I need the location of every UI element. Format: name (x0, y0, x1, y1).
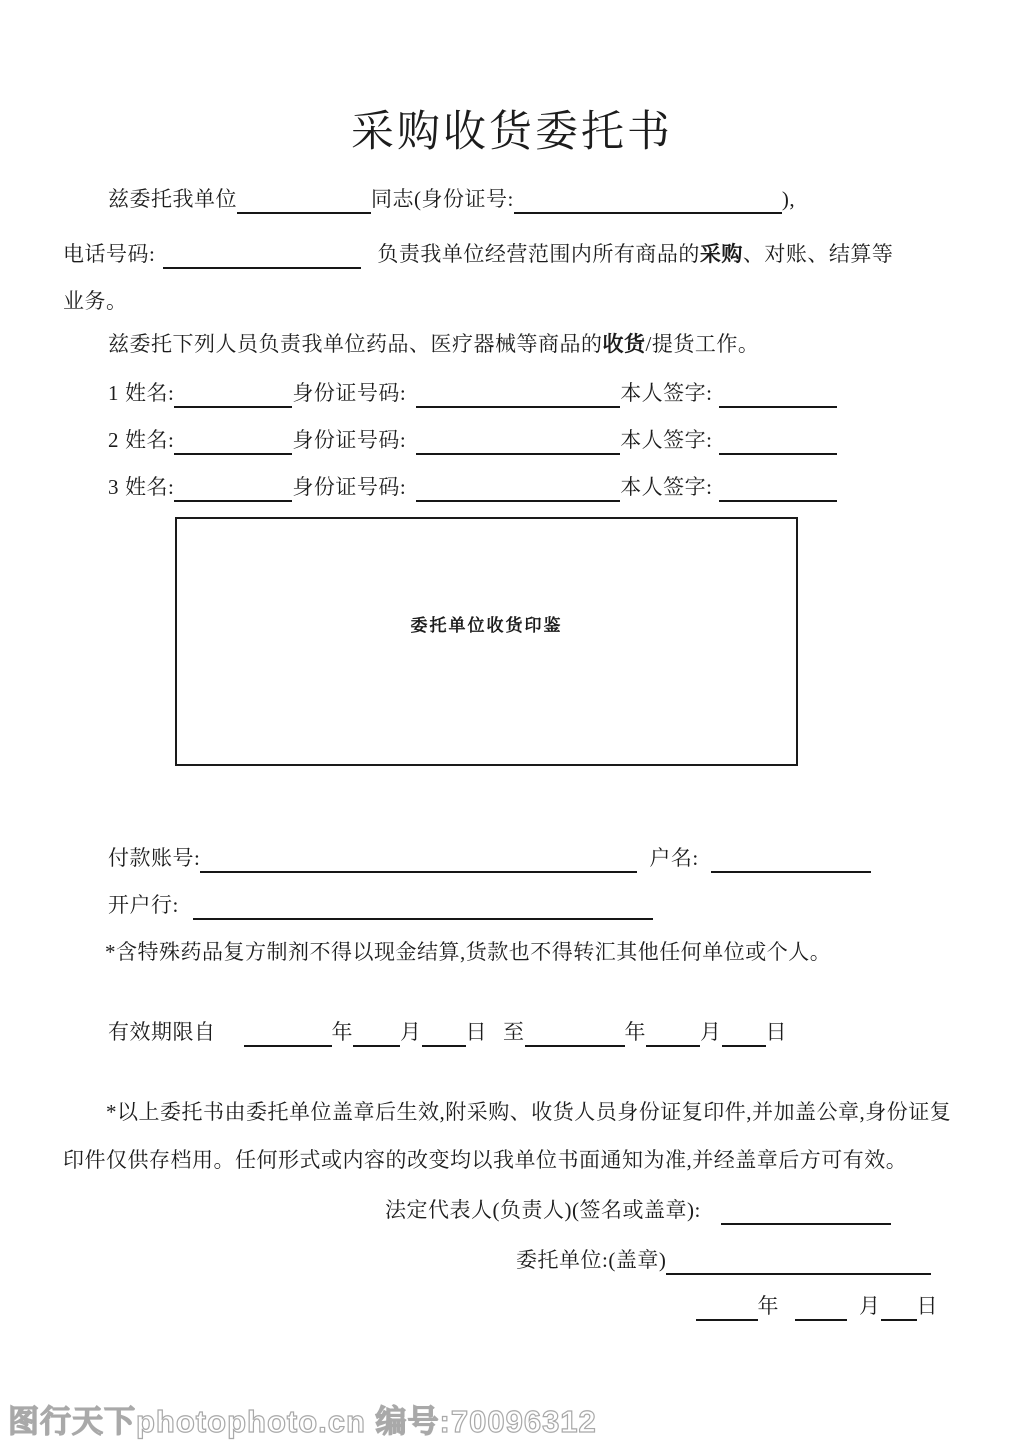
fill-in-start-year (244, 1024, 332, 1047)
payment-account-label: 付款账号: (108, 846, 201, 870)
day-label: 日 (916, 1294, 938, 1318)
year-label: 年 (624, 1020, 646, 1044)
fill-in-end-month (646, 1024, 700, 1047)
intro-line-2-text-b: 负责我单位经营范围内所有商品的 (377, 242, 700, 266)
day-label: 日 (765, 1020, 787, 1044)
legal-representative-label: 法定代表人(负责人)(签名或盖章): (385, 1198, 701, 1222)
year-label: 年 (331, 1020, 353, 1044)
intro-line-3-text: 业务。 (63, 289, 128, 313)
day-label: 日 (465, 1020, 487, 1044)
month-label: 月 (859, 1294, 881, 1318)
entrusting-unit-line (516, 1245, 931, 1275)
fill-in-id-3 (416, 479, 620, 502)
id-label: 身份证号码: (292, 381, 407, 405)
fill-in-end-year (525, 1024, 625, 1047)
fill-in-entrusting-unit (666, 1252, 931, 1275)
cash-settlement-note (105, 937, 831, 967)
photophoto-watermark: 图行天下photophoto.cn 编号:70096312 (8, 1404, 597, 1439)
effectiveness-note-line-2 (63, 1145, 907, 1175)
receiving-seal-box (175, 517, 798, 766)
fill-in-phone-number (163, 246, 361, 269)
intro-line-2 (63, 239, 893, 269)
fill-in-signature-3 (719, 479, 837, 502)
signature-label: 本人签字: (620, 428, 713, 452)
fill-in-unit-name (237, 191, 371, 214)
intro-line-1-text-a: 兹委托我单位 (108, 187, 237, 211)
row-number: 3 (108, 475, 119, 499)
name-label: 姓名: (125, 475, 175, 499)
signature-label: 本人签字: (620, 475, 713, 499)
legal-representative-line (385, 1195, 891, 1225)
fill-in-signature-2 (719, 432, 837, 455)
fill-in-bank (193, 897, 653, 920)
bank-label: 开户行: (108, 893, 179, 917)
name-label: 姓名: (125, 381, 175, 405)
name-label: 姓名: (125, 428, 175, 452)
delegate-text-a: 兹委托下列人员负责我单位药品、医疗器械等商品的 (108, 332, 603, 356)
intro-line-2-text-c: 、对账、结算等 (742, 242, 894, 266)
purchase-bold-text: 采购 (699, 242, 743, 266)
signing-date-line (696, 1291, 939, 1321)
row-number: 2 (108, 428, 119, 452)
fill-in-end-day (722, 1024, 766, 1047)
year-label: 年 (757, 1294, 779, 1318)
row-number: 1 (108, 381, 119, 405)
person-row-2 (108, 425, 837, 455)
person-row-3 (108, 472, 837, 502)
entrusting-unit-label: 委托单位:(盖章) (516, 1248, 667, 1272)
intro-line-1-text-c: ), (781, 187, 796, 211)
receive-bold-text: 收货 (602, 332, 646, 356)
intro-line-1-text-b: 同志(身份证号: (371, 187, 514, 211)
seal-box-label: 委托单位收货印鉴 (410, 616, 563, 635)
intro-line-3 (63, 286, 128, 316)
document-title: 采购收货委托书 (351, 109, 673, 156)
signature-label: 本人签字: (620, 381, 713, 405)
month-label: 月 (400, 1020, 422, 1044)
fill-in-date-month (795, 1298, 847, 1321)
fill-in-payment-account (200, 850, 637, 873)
person-row-1 (108, 378, 837, 408)
id-label: 身份证号码: (292, 428, 407, 452)
delegate-text-b: /提货工作。 (645, 332, 760, 356)
fill-in-start-month (353, 1024, 400, 1047)
until-label: 至 (503, 1020, 525, 1044)
fill-in-id-2 (416, 432, 620, 455)
fill-in-legal-representative (721, 1202, 891, 1225)
id-label: 身份证号码: (292, 475, 407, 499)
effectiveness-note-line-1 (106, 1097, 951, 1127)
cash-settlement-note-text: *含特殊药品复方制剂不得以现金结算,货款也不得转汇其他任何单位或个人。 (105, 940, 832, 964)
month-label: 月 (700, 1020, 722, 1044)
effectiveness-note-text-1: *以上委托书由委托单位盖章后生效,附采购、收货人员身份证复印件,并加盖公章,身份证复 (106, 1100, 952, 1124)
delegate-line (108, 329, 759, 359)
fill-in-signature-1 (719, 385, 837, 408)
fill-in-id-1 (416, 385, 620, 408)
effectiveness-note-text-2: 印件仅供存档用。任何形式或内容的改变均以我单位书面通知为准,并经盖章后方可有效。 (63, 1148, 908, 1172)
intro-line-1 (108, 184, 795, 214)
payment-account-line (108, 843, 871, 873)
fill-in-name-2 (174, 432, 292, 455)
validity-period-line (108, 1017, 787, 1047)
fill-in-account-holder (711, 850, 871, 873)
account-holder-label: 户名: (649, 846, 699, 870)
fill-in-date-year (696, 1298, 758, 1321)
fill-in-start-day (422, 1024, 466, 1047)
fill-in-id-number (514, 191, 782, 214)
bank-line (108, 890, 653, 920)
fill-in-date-day (881, 1298, 917, 1321)
validity-prefix: 有效期限自 (108, 1020, 216, 1044)
phone-label: 电话号码: (63, 242, 156, 266)
fill-in-name-3 (174, 479, 292, 502)
fill-in-name-1 (174, 385, 292, 408)
